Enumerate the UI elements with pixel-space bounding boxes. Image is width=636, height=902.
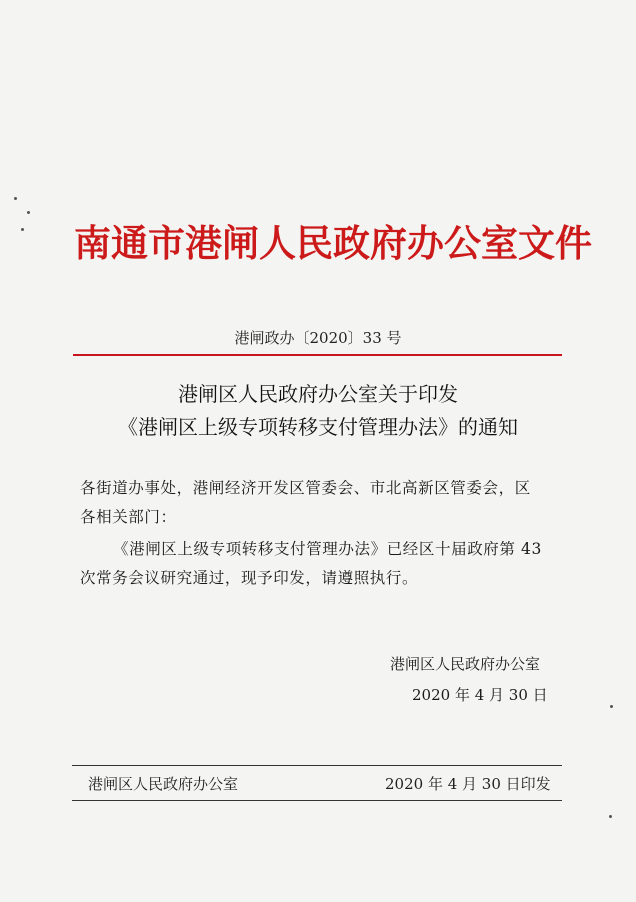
footer-print-date: 2020 年 4 月 30 日印发 xyxy=(385,775,551,793)
scan-speck xyxy=(609,815,612,818)
scan-speck xyxy=(610,705,613,708)
signature-date: 2020 年 4 月 30 日 xyxy=(412,686,548,704)
footer-issuer: 港闸区人民政府办公室 xyxy=(88,775,239,793)
footer-top-rule xyxy=(72,765,562,766)
scan-speck xyxy=(14,197,17,200)
body-paragraph-line2: 次常务会议研究通过，现予印发，请遵照执行。 xyxy=(80,569,419,587)
footer-bottom-rule xyxy=(72,800,562,801)
signature-organization: 港闸区人民政府办公室 xyxy=(390,655,541,673)
scan-speck xyxy=(21,228,24,231)
notice-title-line1: 港闸区人民政府办公室关于印发 xyxy=(178,382,458,406)
header-red-rule xyxy=(73,354,562,356)
notice-title-line2: 《港闸区上级专项转移支付管理办法》的通知 xyxy=(118,415,518,439)
document-header-title: 南通市港闸人民政府办公室文件 xyxy=(74,221,592,265)
addressee-line2: 各相关部门： xyxy=(80,508,177,526)
body-paragraph-line1: 《港闸区上级专项转移支付管理办法》已经区十届政府第 43 xyxy=(113,540,542,558)
addressee-line1: 各街道办事处，港闸经济开发区管委会、市北高新区管委会，区 xyxy=(80,479,531,497)
scan-speck xyxy=(27,211,30,214)
document-number: 港闸政办〔2020〕33 号 xyxy=(234,329,402,347)
